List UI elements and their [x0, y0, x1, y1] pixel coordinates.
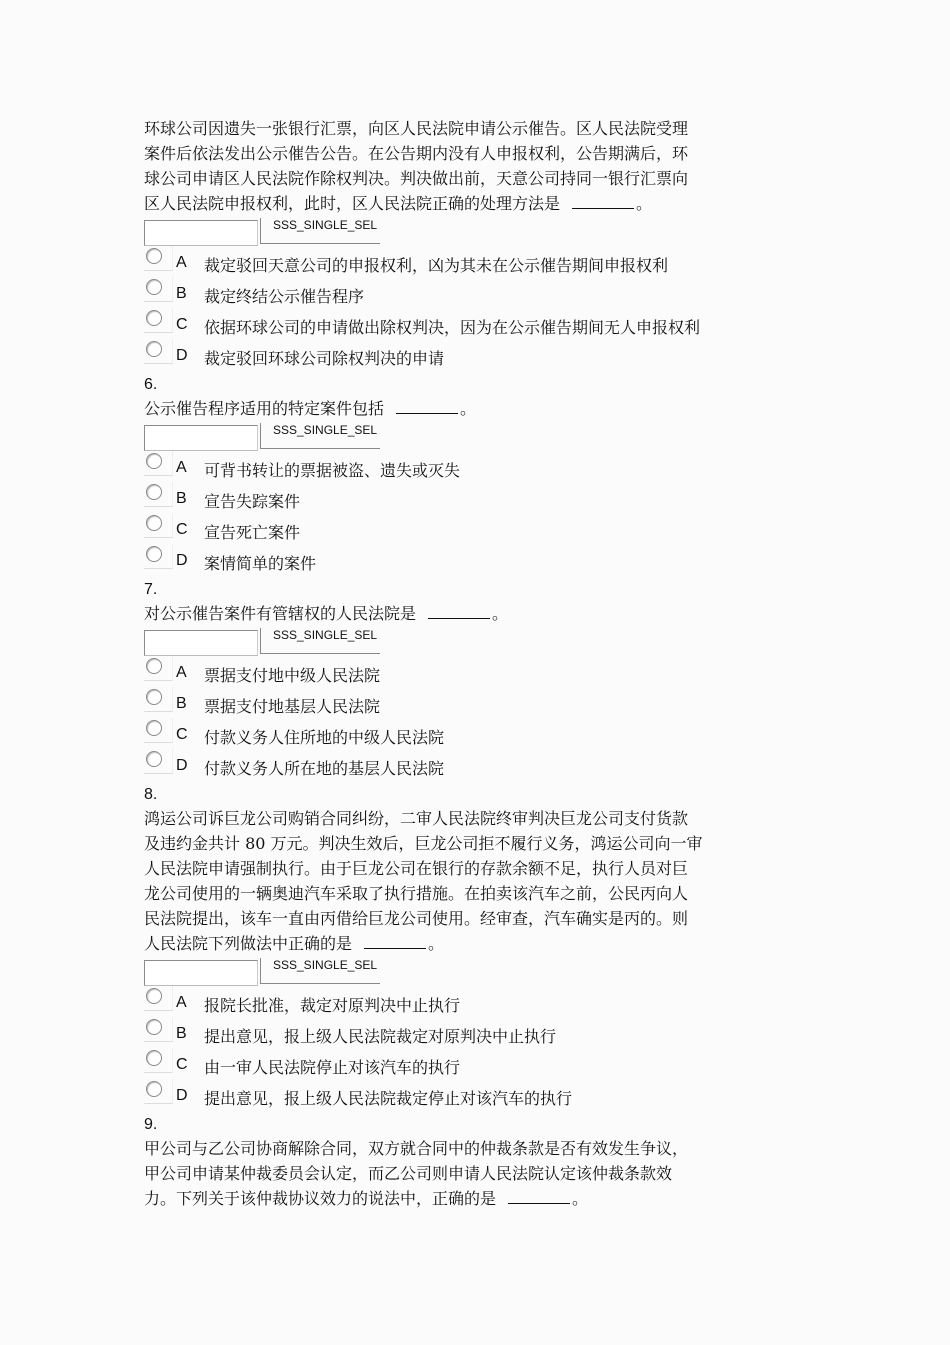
radio-button-icon[interactable]	[146, 484, 162, 500]
option-b[interactable]: B 票据支付地基层人民法院	[144, 689, 784, 720]
radio-button-icon[interactable]	[146, 988, 162, 1004]
option-d[interactable]: D 案情简单的案件	[144, 546, 784, 577]
answer-input[interactable]	[144, 960, 258, 986]
radio-button-icon[interactable]	[146, 515, 162, 531]
question-5	[144, 116, 784, 372]
radio-button-icon[interactable]	[146, 546, 162, 562]
answer-blank	[364, 932, 426, 949]
option-b[interactable]: B 裁定终结公示催告程序	[144, 279, 784, 310]
option-d[interactable]: D 裁定驳回环球公司除权判决的申请	[144, 341, 784, 372]
radio-button-icon[interactable]	[146, 689, 162, 705]
question-8	[144, 784, 784, 1112]
question-number: 7.	[144, 581, 158, 598]
question-7	[144, 579, 784, 782]
option-a[interactable]: A 票据支付地中级人民法院	[144, 658, 784, 689]
option-a[interactable]: A 裁定驳回天意公司的申报权利，凶为其未在公示催告期间申报权利	[144, 248, 784, 279]
option-a[interactable]: A 报院长批准，裁定对原判决中止执行	[144, 988, 784, 1019]
answer-blank	[572, 192, 634, 209]
question-type-label: SSS_SINGLE_SEL	[260, 218, 380, 244]
radio-button-icon[interactable]	[146, 279, 162, 295]
radio-button-icon[interactable]	[146, 310, 162, 326]
radio-button-icon[interactable]	[146, 751, 162, 767]
question-stem: 公示催告程序适用的特定案件包括 。	[144, 399, 477, 418]
answer-input[interactable]	[144, 425, 258, 451]
question-number: 8.	[144, 786, 158, 803]
question-stem: 环球公司因遗失一张银行汇票，向区人民法院申请公示催告。区人民法院受理 案件后依法发出公示催告公告。在公告期内没有人申报权利，公告期满后，环 球公司申请区人民法院作除权判决。判决做出前，天意公司持同一银行汇票向 区人民法院申报权利，此时，区人民法院正确的处理方法是 。	[144, 119, 689, 213]
option-c[interactable]: C 依据环球公司的申请做出除权判决，因为在公示催告期间无人申报权利	[144, 310, 784, 341]
radio-button-icon[interactable]	[146, 248, 162, 264]
option-c[interactable]: C 付款义务人住所地的中级人民法院	[144, 720, 784, 751]
question-list	[144, 116, 784, 1211]
radio-button-icon[interactable]	[146, 1081, 162, 1097]
answer-input[interactable]	[144, 630, 258, 656]
question-stem: 甲公司与乙公司协商解除合同，双方就合同中的仲裁条款是否有效发生争议， 甲公司申请某仲裁委员会认定，而乙公司则申请人民法院认定该仲裁条款效 力。下列关于该仲裁协议效力的说法中，正确的是 。	[144, 1139, 689, 1208]
option-a[interactable]: A 可背书转让的票据被盗、遗失或灭失	[144, 453, 784, 484]
radio-button-icon[interactable]	[146, 453, 162, 469]
answer-input[interactable]	[144, 220, 258, 246]
question-type-label: SSS_SINGLE_SEL	[260, 423, 380, 449]
radio-button-icon[interactable]	[146, 720, 162, 736]
question-stem: 鸿运公司诉巨龙公司购销合同纠纷，二审人民法院终审判决巨龙公司支付货款 及违约金共计 80 万元。判决生效后，巨龙公司拒不履行义务，鸿运公司向一审 人民法院申请强制执行。由于巨龙公司在银行的存款余额不足，执行人员对巨 龙公司使用的一辆奥迪汽车采取了执行措施。在拍卖该汽车之前，公民丙向人 民法院提出，该车一直由丙借给巨龙公司使用。经审查，汽车确实是丙的。则 人民法院下列做法中正确的是 。	[144, 809, 703, 953]
question-9	[144, 1114, 784, 1211]
answer-blank	[396, 397, 458, 414]
question-number: 6.	[144, 376, 158, 393]
option-c[interactable]: C 由一审人民法院停止对该汽车的执行	[144, 1050, 784, 1081]
radio-button-icon[interactable]	[146, 658, 162, 674]
option-d[interactable]: D 提出意见，报上级人民法院裁定停止对该汽车的执行	[144, 1081, 784, 1112]
option-c[interactable]: C 宣告死亡案件	[144, 515, 784, 546]
answer-blank	[428, 602, 490, 619]
question-stem: 对公示催告案件有管辖权的人民法院是 。	[144, 604, 509, 623]
radio-button-icon[interactable]	[146, 341, 162, 357]
option-b[interactable]: B 提出意见，报上级人民法院裁定对原判决中止执行	[144, 1019, 784, 1050]
option-b[interactable]: B 宣告失踪案件	[144, 484, 784, 515]
question-number: 9.	[144, 1116, 158, 1133]
radio-button-icon[interactable]	[146, 1019, 162, 1035]
answer-blank	[508, 1187, 570, 1204]
option-d[interactable]: D 付款义务人所在地的基层人民法院	[144, 751, 784, 782]
question-type-label: SSS_SINGLE_SEL	[260, 628, 380, 654]
question-type-label: SSS_SINGLE_SEL	[260, 958, 380, 984]
radio-button-icon[interactable]	[146, 1050, 162, 1066]
question-6	[144, 374, 784, 577]
